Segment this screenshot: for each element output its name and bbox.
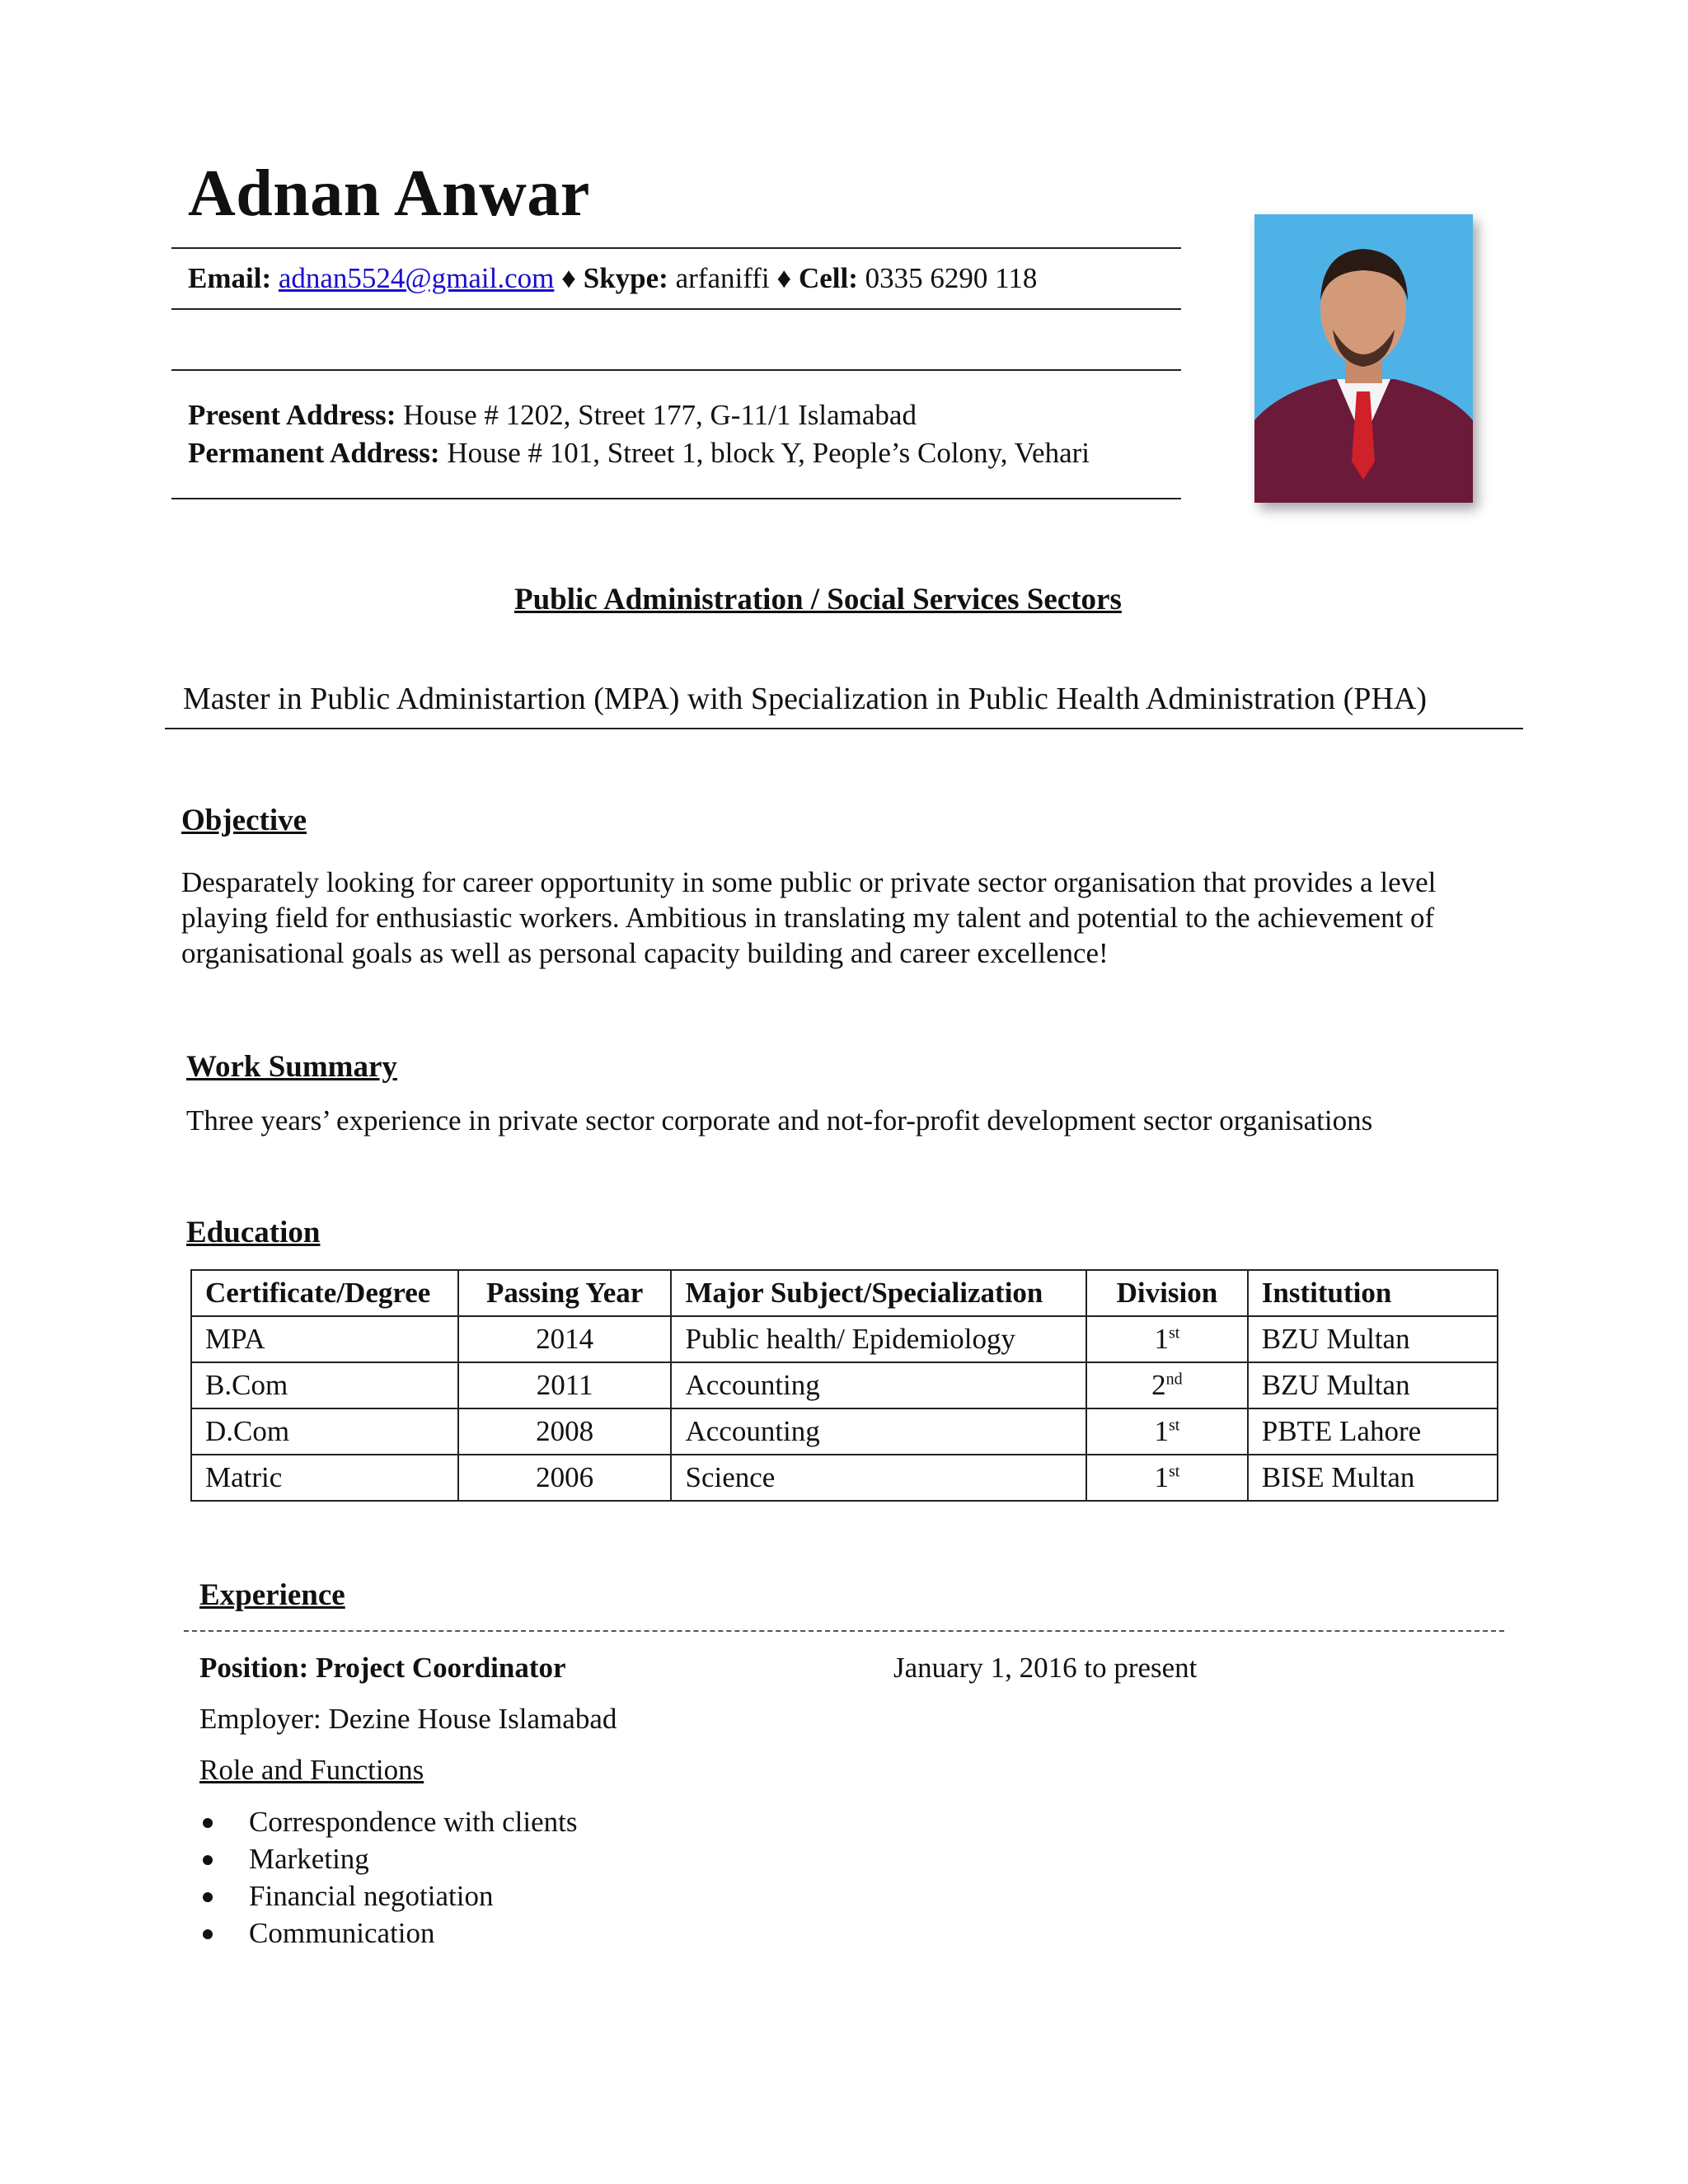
degree-cell: B.Com xyxy=(191,1362,458,1408)
education-table xyxy=(190,1269,1498,1502)
year-cell: 2011 xyxy=(458,1362,672,1408)
division-cell xyxy=(1086,1408,1248,1455)
contact-line xyxy=(188,262,1037,295)
position-title: Position: Project Coordinator xyxy=(199,1652,566,1684)
separator-icon: ♦ xyxy=(561,262,576,294)
experience-heading: Experience xyxy=(199,1578,345,1612)
objective-text xyxy=(181,865,1436,971)
degree-cell: Matric xyxy=(191,1455,458,1501)
degree-line: Master in Public Administartion (MPA) with Specialization in Public Health Administration (PHA) xyxy=(183,682,1427,716)
skype-label: Skype: xyxy=(583,262,668,294)
divider xyxy=(171,308,1181,310)
cell-label: Cell: xyxy=(798,262,858,294)
division-suffix: nd xyxy=(1165,1370,1183,1389)
email-link[interactable]: adnan5524@gmail.com xyxy=(278,262,555,294)
education-heading: Education xyxy=(186,1216,321,1249)
list-item: Communication xyxy=(199,1915,578,1952)
objective-line: playing field for enthusiastic workers. Ambitious in translating my talent and potential to the achievement of xyxy=(181,902,1435,934)
permanent-address-value: House # 101, Street 1, block Y, People’s Colony, Vehari xyxy=(447,437,1090,469)
division-cell xyxy=(1086,1362,1248,1408)
table-row xyxy=(191,1455,1498,1501)
list-item: Correspondence with clients xyxy=(199,1803,578,1840)
present-address-value: House # 1202, Street 177, G-11/1 Islamabad xyxy=(403,399,917,431)
division-suffix: st xyxy=(1169,1416,1180,1435)
roles-heading: Role and Functions xyxy=(199,1754,424,1786)
division-suffix: st xyxy=(1169,1462,1180,1481)
degree-cell: D.Com xyxy=(191,1408,458,1455)
list-item: Financial negotiation xyxy=(199,1877,578,1915)
skype-value: arfaniffi xyxy=(675,262,770,294)
institution-cell: BZU Multan xyxy=(1248,1362,1498,1408)
major-cell: Public health/ Epidemiology xyxy=(671,1316,1086,1362)
work-summary-heading: Work Summary xyxy=(186,1050,397,1084)
divider xyxy=(165,728,1523,729)
division-value: 2 xyxy=(1151,1369,1166,1401)
dashed-divider xyxy=(184,1630,1504,1632)
column-header: Passing Year xyxy=(458,1270,672,1316)
institution-cell: PBTE Lahore xyxy=(1248,1408,1498,1455)
separator-icon: ♦ xyxy=(776,262,792,294)
major-cell: Science xyxy=(671,1455,1086,1501)
major-cell: Accounting xyxy=(671,1362,1086,1408)
permanent-address-label: Permanent Address: xyxy=(188,437,440,469)
present-address-label: Present Address: xyxy=(188,399,396,431)
employer: Employer: Dezine House Islamabad xyxy=(199,1703,617,1735)
profile-photo xyxy=(1254,214,1473,503)
division-value: 1 xyxy=(1154,1415,1169,1447)
major-cell: Accounting xyxy=(671,1408,1086,1455)
table-row xyxy=(191,1316,1498,1362)
divider xyxy=(171,247,1181,249)
roles-list xyxy=(199,1803,578,1952)
candidate-name: Adnan Anwar xyxy=(188,157,590,230)
work-summary-text: Three years’ experience in private sector corporate and not-for-profit development sector organisations xyxy=(186,1104,1373,1137)
column-header: Major Subject/Specialization xyxy=(671,1270,1086,1316)
division-cell xyxy=(1086,1455,1248,1501)
division-value: 1 xyxy=(1154,1461,1169,1493)
sector-title: Public Administration / Social Services Sectors xyxy=(514,583,1122,616)
divider xyxy=(171,498,1181,499)
position-dates: January 1, 2016 to present xyxy=(893,1652,1198,1684)
present-address xyxy=(188,399,917,432)
division-value: 1 xyxy=(1154,1323,1169,1355)
permanent-address xyxy=(188,437,1090,470)
division-cell xyxy=(1086,1316,1248,1362)
institution-cell: BZU Multan xyxy=(1248,1316,1498,1362)
degree-cell: MPA xyxy=(191,1316,458,1362)
column-header: Institution xyxy=(1248,1270,1498,1316)
objective-line: organisational goals as well as personal capacity building and career excellence! xyxy=(181,937,1109,969)
divider xyxy=(171,369,1181,371)
objective-line: Desparately looking for career opportunity in some public or private sector organisation that provides a level xyxy=(181,866,1437,898)
table-row xyxy=(191,1362,1498,1408)
table-row xyxy=(191,1408,1498,1455)
year-cell: 2006 xyxy=(458,1455,672,1501)
email-label: Email: xyxy=(188,262,272,294)
objective-heading: Objective xyxy=(181,804,307,837)
column-header: Certificate/Degree xyxy=(191,1270,458,1316)
person-portrait-icon xyxy=(1254,214,1473,503)
division-suffix: st xyxy=(1169,1324,1180,1343)
year-cell: 2014 xyxy=(458,1316,672,1362)
column-header: Division xyxy=(1086,1270,1248,1316)
year-cell: 2008 xyxy=(458,1408,672,1455)
institution-cell: BISE Multan xyxy=(1248,1455,1498,1501)
table-header-row xyxy=(191,1270,1498,1316)
cell-value: 0335 6290 118 xyxy=(865,262,1038,294)
list-item: Marketing xyxy=(199,1840,578,1877)
